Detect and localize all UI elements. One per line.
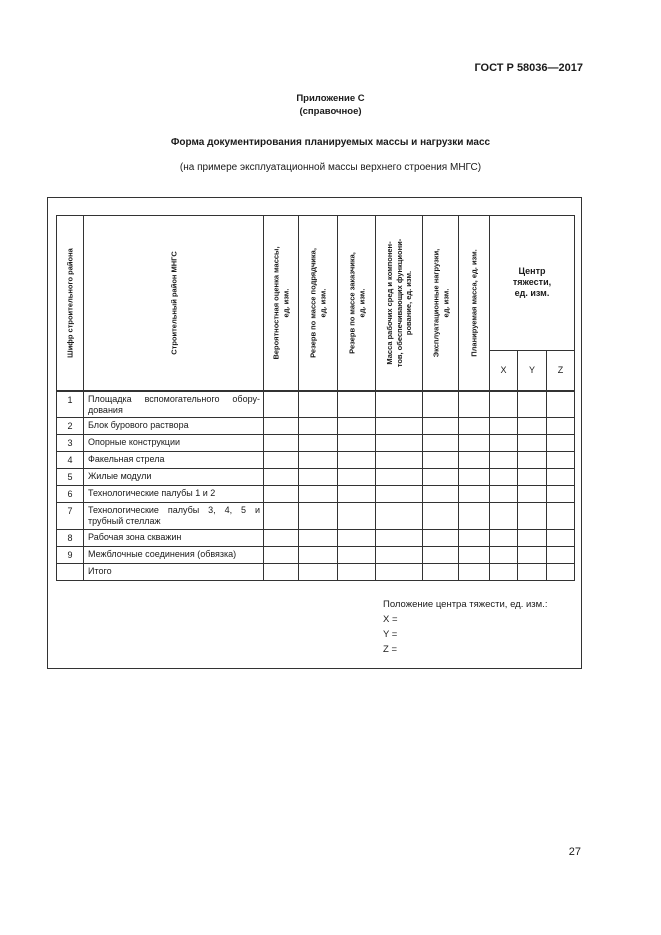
empty-cell[interactable] xyxy=(423,391,459,418)
header-district-label: Строительный район МНГС xyxy=(168,250,178,355)
row-name xyxy=(84,469,264,486)
document-code: ГОСТ Р 58036—2017 xyxy=(474,62,583,74)
empty-cell[interactable] xyxy=(518,469,547,486)
form-subtitle: (на примере эксплуатационной массы верхнего строения МНГС) xyxy=(179,162,482,173)
empty-cell[interactable] xyxy=(490,391,518,418)
row-number: 7 xyxy=(57,503,84,530)
table-row-total xyxy=(57,564,575,581)
empty-cell[interactable] xyxy=(299,530,338,547)
row-number: 2 xyxy=(57,418,84,435)
empty-cell[interactable] xyxy=(490,435,518,452)
header-operational-loads xyxy=(423,216,459,391)
row-number xyxy=(57,564,84,581)
row-name-line: Технологические палубы 3, 4, 5 и xyxy=(88,505,260,515)
empty-cell[interactable] xyxy=(376,435,423,452)
row-name-line: трубный стеллаж xyxy=(88,516,161,526)
header-planned-mass xyxy=(459,216,490,391)
table-row xyxy=(57,503,575,530)
empty-cell[interactable] xyxy=(490,469,518,486)
empty-cell[interactable] xyxy=(459,486,490,503)
empty-cell[interactable] xyxy=(459,530,490,547)
appendix-heading xyxy=(0,92,661,118)
header-gravity-center-line: Центр xyxy=(518,266,546,276)
table-row xyxy=(57,530,575,547)
empty-cell[interactable] xyxy=(376,564,423,581)
header-contractor-reserve-line: Резерв по массе подрядчика, xyxy=(308,247,318,358)
empty-cell[interactable] xyxy=(423,547,459,564)
table-row xyxy=(57,469,575,486)
row-number: 5 xyxy=(57,469,84,486)
empty-cell[interactable] xyxy=(264,391,299,418)
empty-cell[interactable] xyxy=(547,469,575,486)
empty-cell[interactable] xyxy=(264,486,299,503)
row-name-line: Технологические палубы 1 и 2 xyxy=(88,488,216,498)
row-name xyxy=(84,391,264,418)
empty-cell[interactable] xyxy=(547,503,575,530)
row-name-line: Опорные конструкции xyxy=(88,437,181,447)
row-name xyxy=(84,418,264,435)
empty-cell[interactable] xyxy=(518,391,547,418)
header-gravity-center-line: тяжести, xyxy=(512,277,552,287)
empty-cell[interactable] xyxy=(518,503,547,530)
empty-cell[interactable] xyxy=(376,530,423,547)
header-code xyxy=(57,216,84,391)
row-name-line: Площадка вспомогательного обору- xyxy=(88,393,260,404)
empty-cell[interactable] xyxy=(459,564,490,581)
empty-cell[interactable] xyxy=(376,391,423,418)
empty-cell[interactable] xyxy=(423,564,459,581)
row-name-line: Факельная стрела xyxy=(88,454,165,464)
empty-cell[interactable] xyxy=(518,530,547,547)
empty-cell[interactable] xyxy=(264,530,299,547)
empty-cell[interactable] xyxy=(547,452,575,469)
empty-cell[interactable] xyxy=(423,486,459,503)
empty-cell[interactable] xyxy=(459,452,490,469)
empty-cell[interactable] xyxy=(490,486,518,503)
header-axis-z: Z xyxy=(547,351,575,391)
empty-cell[interactable] xyxy=(459,418,490,435)
appendix-title: Приложение С xyxy=(296,93,365,104)
header-customer-reserve-line: ед. изм. xyxy=(356,288,366,318)
gravity-position-x[interactable]: X = xyxy=(383,614,398,625)
header-gravity-center-line: ед. изм. xyxy=(514,288,550,298)
gravity-position-block xyxy=(383,597,547,657)
empty-cell[interactable] xyxy=(299,391,338,418)
empty-cell[interactable] xyxy=(299,469,338,486)
empty-cell[interactable] xyxy=(459,503,490,530)
row-number: 8 xyxy=(57,530,84,547)
empty-cell[interactable] xyxy=(299,435,338,452)
mass-table xyxy=(56,215,575,581)
empty-cell[interactable] xyxy=(423,469,459,486)
row-number: 4 xyxy=(57,452,84,469)
empty-cell[interactable] xyxy=(490,418,518,435)
empty-cell[interactable] xyxy=(490,547,518,564)
empty-cell[interactable] xyxy=(299,418,338,435)
empty-cell[interactable] xyxy=(376,503,423,530)
header-media-mass-line: тов, обеспечивающих функциони- xyxy=(394,238,404,368)
header-district xyxy=(84,216,264,391)
gravity-position-label: Положение центра тяжести, ед. изм.: xyxy=(383,599,548,610)
empty-cell[interactable] xyxy=(518,564,547,581)
empty-cell[interactable] xyxy=(264,418,299,435)
empty-cell[interactable] xyxy=(338,452,376,469)
empty-cell[interactable] xyxy=(338,503,376,530)
empty-cell[interactable] xyxy=(264,503,299,530)
empty-cell[interactable] xyxy=(264,435,299,452)
header-operational-loads-line: ед. изм. xyxy=(440,288,450,318)
empty-cell[interactable] xyxy=(299,452,338,469)
row-name-line: Рабочая зона скважин xyxy=(88,532,182,542)
header-probable-mass-line: Вероятностная оценка массы, xyxy=(271,246,281,360)
empty-cell[interactable] xyxy=(299,564,338,581)
empty-cell[interactable] xyxy=(338,564,376,581)
empty-cell[interactable] xyxy=(547,530,575,547)
row-name-line: Межблочные соединения (обвязка) xyxy=(88,549,237,559)
empty-cell[interactable] xyxy=(490,452,518,469)
empty-cell[interactable] xyxy=(547,564,575,581)
table-row xyxy=(57,391,575,418)
empty-cell[interactable] xyxy=(547,547,575,564)
empty-cell[interactable] xyxy=(547,435,575,452)
empty-cell[interactable] xyxy=(338,391,376,418)
table-row xyxy=(57,486,575,503)
header-media-mass xyxy=(376,216,423,391)
header-probable-mass-line: ед. изм. xyxy=(281,288,290,318)
row-name xyxy=(84,547,264,564)
header-axis-x: X xyxy=(490,351,518,391)
empty-cell[interactable] xyxy=(423,418,459,435)
empty-cell[interactable] xyxy=(376,452,423,469)
gravity-position-y[interactable]: Y = xyxy=(383,629,398,640)
page-number: 27 xyxy=(568,846,581,858)
empty-cell[interactable] xyxy=(264,469,299,486)
header-probable-mass xyxy=(264,216,299,391)
header-media-mass-line: Масса рабочих сред и компонен- xyxy=(384,241,394,365)
header-operational-loads-line: Эксплуатационные нагрузки, xyxy=(431,248,440,358)
header-customer-reserve-line: Резерв по массе заказчика, xyxy=(347,251,356,354)
header-customer-reserve xyxy=(338,216,376,391)
row-name-line: Блок бурового раствора xyxy=(88,420,189,430)
header-planned-mass-label: Планируемая масса, ед. изм. xyxy=(469,249,479,357)
empty-cell[interactable] xyxy=(299,503,338,530)
gravity-position-z[interactable]: Z = xyxy=(383,644,397,655)
empty-cell[interactable] xyxy=(299,547,338,564)
empty-cell[interactable] xyxy=(518,418,547,435)
header-code-label: Шифр строительного района xyxy=(65,247,75,358)
empty-cell[interactable] xyxy=(459,435,490,452)
empty-cell[interactable] xyxy=(264,547,299,564)
empty-cell[interactable] xyxy=(459,391,490,418)
empty-cell[interactable] xyxy=(490,530,518,547)
empty-cell[interactable] xyxy=(423,503,459,530)
empty-cell[interactable] xyxy=(376,418,423,435)
table-row xyxy=(57,452,575,469)
empty-cell[interactable] xyxy=(518,452,547,469)
row-number: 1 xyxy=(57,391,84,418)
empty-cell[interactable] xyxy=(547,486,575,503)
empty-cell[interactable] xyxy=(299,486,338,503)
empty-cell[interactable] xyxy=(423,530,459,547)
empty-cell[interactable] xyxy=(490,503,518,530)
row-name xyxy=(84,530,264,547)
empty-cell[interactable] xyxy=(264,452,299,469)
header-gravity-center xyxy=(490,216,575,351)
table-row xyxy=(57,418,575,435)
empty-cell[interactable] xyxy=(518,486,547,503)
row-name xyxy=(84,564,264,581)
empty-cell[interactable] xyxy=(547,418,575,435)
empty-cell[interactable] xyxy=(423,452,459,469)
table-row xyxy=(57,547,575,564)
empty-cell[interactable] xyxy=(376,469,423,486)
row-number: 3 xyxy=(57,435,84,452)
table-row xyxy=(57,435,575,452)
form-title: Форма документирования планируемых массы и нагрузки масс xyxy=(170,137,491,148)
empty-cell[interactable] xyxy=(459,547,490,564)
empty-cell[interactable] xyxy=(338,469,376,486)
row-number: 9 xyxy=(57,547,84,564)
empty-cell[interactable] xyxy=(518,435,547,452)
empty-cell[interactable] xyxy=(547,391,575,418)
empty-cell[interactable] xyxy=(264,564,299,581)
empty-cell[interactable] xyxy=(338,547,376,564)
row-name xyxy=(84,452,264,469)
header-media-mass-line: рование, ед. изм. xyxy=(403,270,413,335)
appendix-note: (справочное) xyxy=(299,106,362,117)
header-contractor-reserve-line: ед. изм. xyxy=(318,288,327,318)
header-axis-y: Y xyxy=(518,351,547,391)
empty-cell[interactable] xyxy=(518,547,547,564)
row-name xyxy=(84,435,264,452)
empty-cell[interactable] xyxy=(490,564,518,581)
empty-cell[interactable] xyxy=(338,530,376,547)
empty-cell[interactable] xyxy=(376,486,423,503)
empty-cell[interactable] xyxy=(338,418,376,435)
row-name-line: Жилые модули xyxy=(88,471,152,481)
empty-cell[interactable] xyxy=(423,435,459,452)
empty-cell[interactable] xyxy=(459,469,490,486)
row-number: 6 xyxy=(57,486,84,503)
empty-cell[interactable] xyxy=(376,547,423,564)
header-contractor-reserve xyxy=(299,216,338,391)
row-name-line: дования xyxy=(88,404,123,415)
row-name-line: Итого xyxy=(88,566,112,576)
row-name xyxy=(84,486,264,503)
empty-cell[interactable] xyxy=(338,486,376,503)
row-name xyxy=(84,503,264,530)
empty-cell[interactable] xyxy=(338,435,376,452)
